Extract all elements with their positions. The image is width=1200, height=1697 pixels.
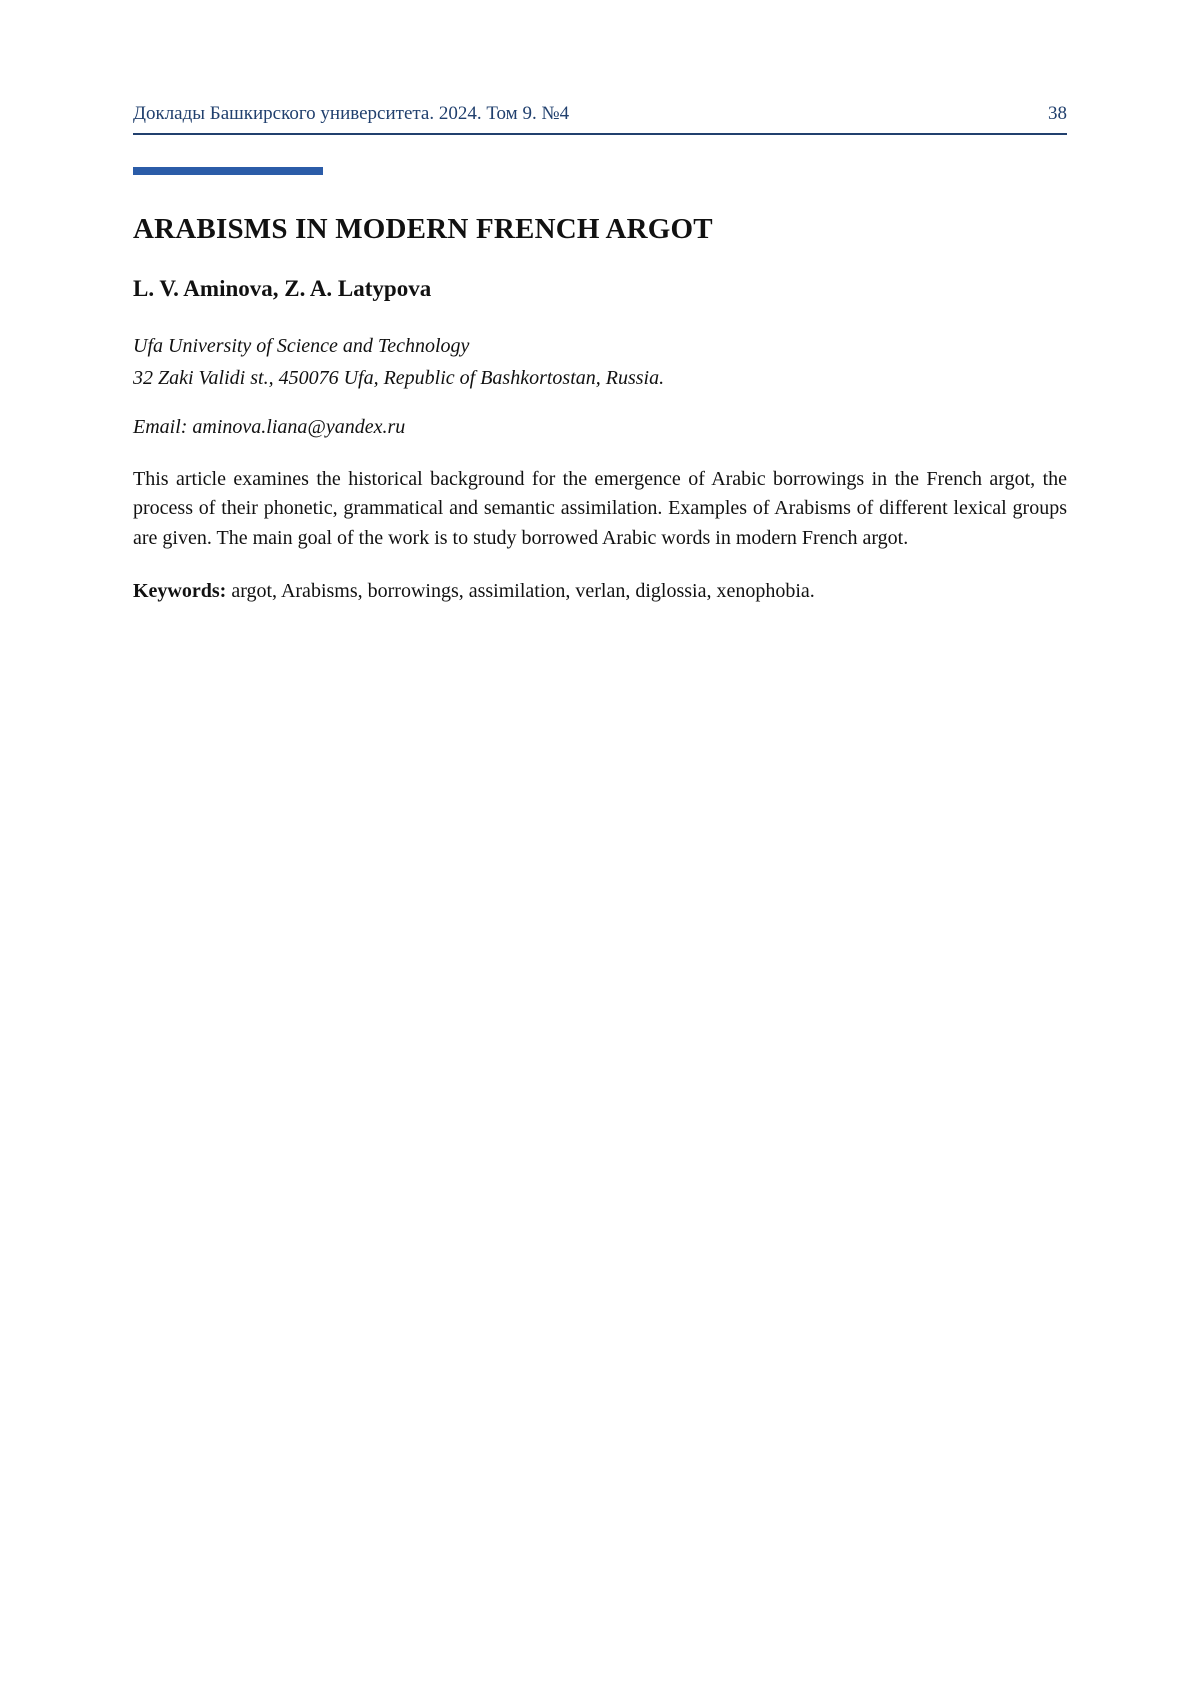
email-line: Email: aminova.liana@yandex.ru: [133, 415, 406, 438]
journal-title: Доклады Башкирского университета. 2024. Том 9. №4: [133, 103, 570, 124]
journal-header: [133, 103, 1067, 126]
keywords-label: Keywords:: [133, 579, 227, 602]
affiliation-line-2: 32 Zaki Validi st., 450076 Ufa, Republic of Bashkortostan, Russia.: [133, 366, 665, 389]
article-title: ARABISMS IN MODERN FRENCH ARGOT: [133, 212, 713, 245]
page-number: 38: [1048, 103, 1067, 124]
keywords-text: argot, Arabisms, borrowings, assimilation, verlan, diglossia, xenophobia.: [231, 579, 815, 602]
article-authors: L. V. Aminova, Z. A. Latypova: [133, 275, 432, 301]
title-accent-bar: [133, 167, 323, 175]
header-rule: [133, 133, 1067, 135]
abstract-paragraph: This article examines the historical background for the emergence of Arabic borrowings in the French argot, the process of their phonetic, grammatical and semantic assimilation. Examples of Arabisms of different lexical groups are given. The main goal of the work is to study borrowed Arabic words in modern French argot.: [133, 467, 1067, 549]
keywords-line: [133, 577, 1067, 606]
affiliation-line-1: Ufa University of Science and Technology: [133, 334, 470, 357]
affiliation-block: [133, 330, 1067, 394]
